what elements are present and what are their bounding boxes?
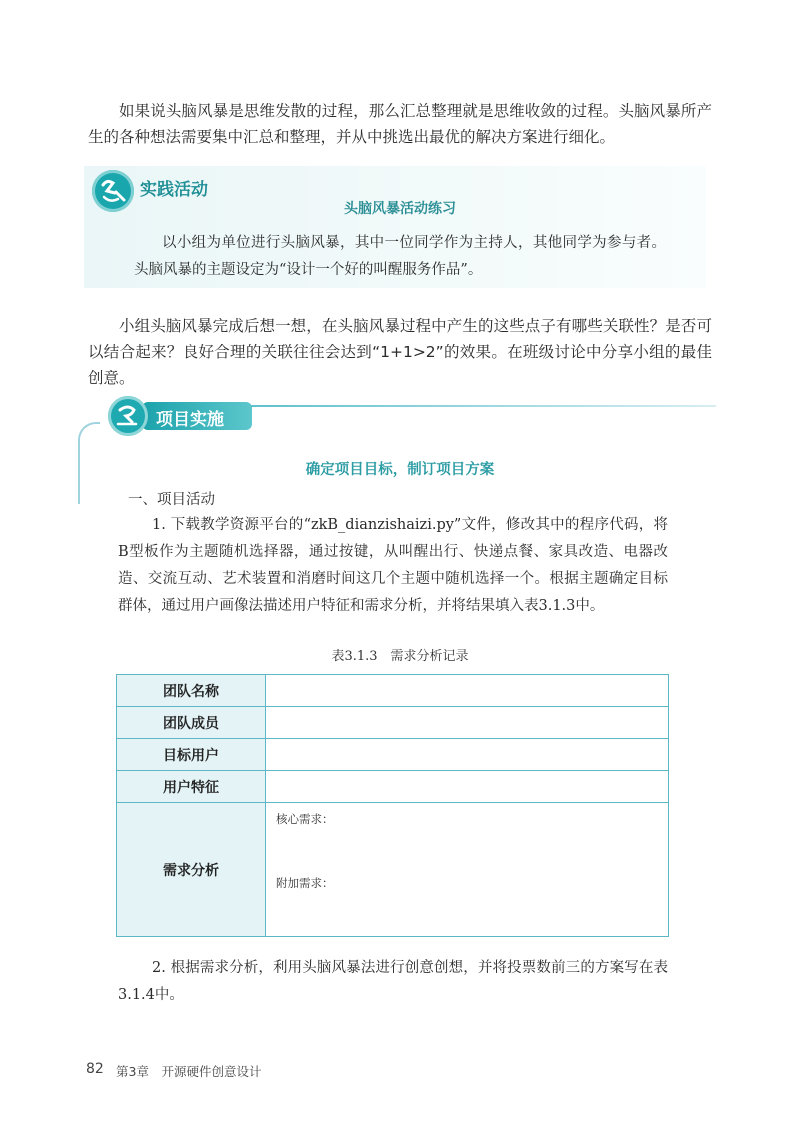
- table-row: [117, 707, 669, 739]
- cell-team-members[interactable]: [266, 707, 669, 739]
- table-row: [117, 771, 669, 803]
- cell-target-users[interactable]: [266, 739, 669, 771]
- table-row: [117, 739, 669, 771]
- table-caption: 表3.1.3 需求分析记录: [331, 649, 469, 664]
- row-label-target-users: 目标用户: [117, 739, 266, 771]
- practice-activity-subtitle: 头脑风暴活动练习: [344, 201, 456, 217]
- row-label-team-name: 团队名称: [117, 675, 266, 707]
- requirements-table: [116, 674, 669, 937]
- row-label-team-members: 团队成员: [117, 707, 266, 739]
- project-subtitle: 确定项目目标，制订项目方案: [305, 462, 495, 478]
- practice-activity-body: 以小组为单位进行头脑风暴，其中一位同学作为主持人，其他同学为参与者。头脑风暴的主题设定为“设计一个好的叫醒服务作品”。: [134, 235, 666, 278]
- practice-activity-heading: 实践活动: [140, 180, 208, 200]
- table-row: [117, 803, 669, 937]
- project-implementation-icon: [108, 396, 148, 436]
- row-label-user-traits: 用户特征: [117, 771, 266, 803]
- cell-team-name[interactable]: [266, 675, 669, 707]
- reflection-paragraph: 小组头脑风暴完成后想一想，在头脑风暴过程中产生的这些点子有哪些关联性？是否可以结合起来？良好合理的关联往往会达到“1+1>2”的效果。在班级讨论中分享小组的最佳创意。: [88, 317, 712, 387]
- chapter-title: 第3章 开源硬件创意设计: [116, 1064, 262, 1079]
- core-needs-label: 核心需求：: [276, 812, 334, 826]
- section-label: 一、项目活动: [128, 492, 215, 508]
- project-implementation-heading: 项目实施: [156, 410, 224, 430]
- step-1-text: 1. 下载教学资源平台的“zkB_dianzishaizi.py”文件，修改其中的程序代码，将B型板作为主题随机选择器，通过按键，从叫醒出行、快递点餐、家具改造、电器改造、交流互动、艺术装置和消磨时间这几个主题中随机选择一个。根据主题确定目标群体，通过用户画像法描述用户特征和需求分析，并将结果填入表3.1.3中。: [118, 517, 668, 614]
- row-label-needs-analysis: 需求分析: [117, 803, 266, 937]
- step-2-text: 2. 根据需求分析，利用头脑风暴法进行创意创想，并将投票数前三的方案写在表3.1.4中。: [118, 960, 668, 1003]
- page-number: 82: [86, 1061, 104, 1077]
- cell-user-traits[interactable]: [266, 771, 669, 803]
- intro-paragraph: 如果说头脑风暴是思维发散的过程，那么汇总整理就是思维收敛的过程。头脑风暴所产生的各种想法需要集中汇总和整理，并从中挑选出最优的解决方案进行细化。: [88, 102, 712, 146]
- extra-needs-label: 附加需求：: [276, 876, 334, 890]
- project-header-rule: [246, 405, 716, 407]
- cell-needs-analysis[interactable]: [266, 803, 669, 937]
- table-row: [117, 675, 669, 707]
